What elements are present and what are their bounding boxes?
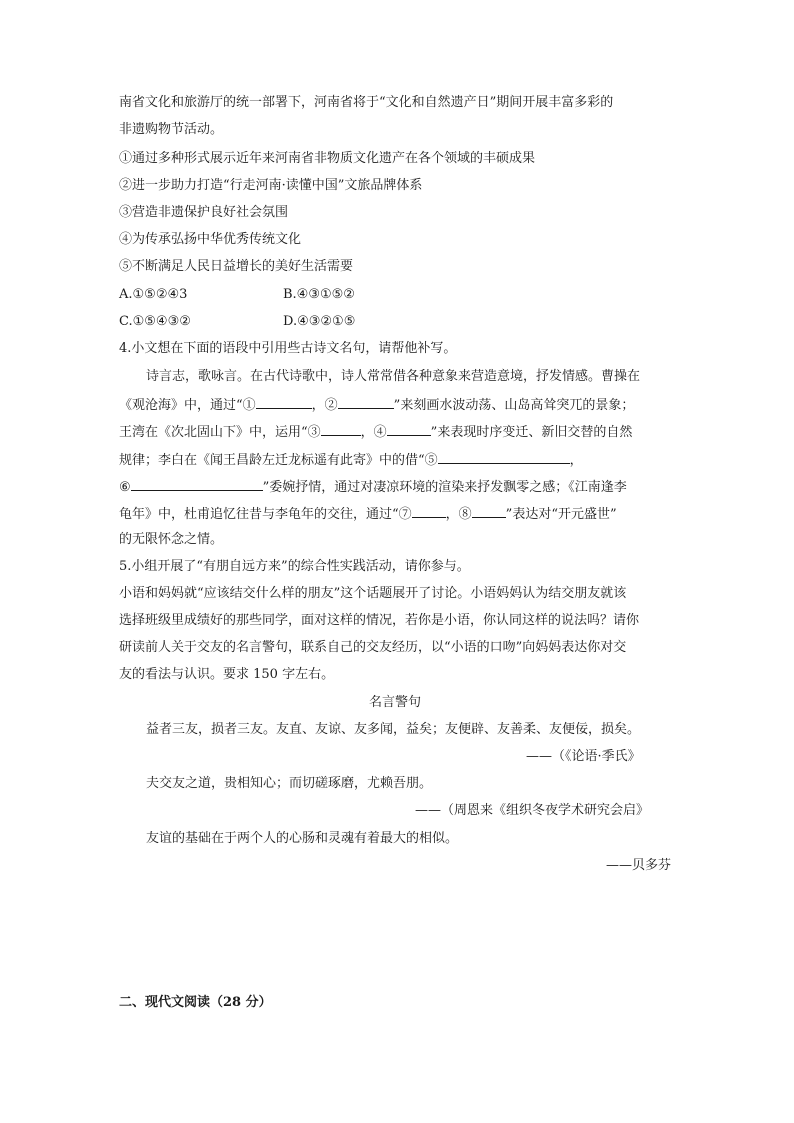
q5-line-2: 选择班级里成绩好的那些同学，面对这样的情况，若你是小语，你认同这样的说法吗？请你 <box>119 613 640 628</box>
q5-line-3: 研读前人关于交友的名言警句，联系自己的交友经历，以“小语的口吻”向妈妈表达你对交 <box>119 640 627 655</box>
q4-line-6: 龟年》中，杜甫追忆往昔与李龟年的交往，通过“⑦ ，⑧ ”表达对“开元盛世” <box>119 504 617 524</box>
answer-b: B.④③①⑤② <box>283 287 355 302</box>
intro-line-1: 南省文化和旅游厅的统一部署下，河南省将于“文化和自然遗产日”期间开展丰富多彩的 <box>119 95 614 110</box>
blank-5[interactable] <box>438 450 570 464</box>
blank-4[interactable] <box>387 422 431 436</box>
option-5: ⑤不断满足人民日益增长的美好生活需要 <box>119 259 354 274</box>
quote-2: 夫交友之道，贵相知心；而切磋琢磨，尤赖吾朋。 <box>146 776 433 791</box>
option-3: ③营造非遗保护良好社会氛围 <box>119 205 289 220</box>
q4-line-1: 诗言志，歌咏言。在古代诗歌中，诗人常常借各种意象来营造意境，抒发情感。曹操在 <box>146 369 641 384</box>
q4-line-7: 的无限怀念之情。 <box>119 532 224 547</box>
intro-line-2: 非遗购物节活动。 <box>119 122 224 137</box>
option-1: ①通过多种形式展示近年来河南省非物质文化遗产在各个领域的丰硕成果 <box>119 151 536 166</box>
blank-8[interactable] <box>472 504 506 518</box>
quote-1-source: ——（《论语·季氏》 <box>526 749 641 764</box>
answer-c: C.①⑤④③② <box>119 314 191 329</box>
quote-1: 益者三友，损者三友。友直、友谅、友多闻，益矣；友便辟、友善柔、友便佞，损矣。 <box>146 722 641 737</box>
answer-a: A.①⑤②④3 <box>119 287 188 302</box>
q4-line-2: 《观沧海》中，通过“① ，② ”来刻画水波动荡、山岛高耸突兀的景象； <box>119 395 634 415</box>
section-2-heading: 二、现代文阅读（28 分） <box>119 995 272 1010</box>
q5-line-1: 小语和妈妈就“应该结交什么样的朋友”这个话题展开了讨论。小语妈妈认为结交朋友就该 <box>119 586 627 601</box>
blank-3[interactable] <box>321 422 361 436</box>
question-4-title: 4.小文想在下面的语段中引用些古诗文名句，请帮他补写。 <box>119 341 457 356</box>
quote-2-source: ——（周恩来《组织冬夜学术研究会启》 <box>415 803 650 818</box>
quotes-title: 名言警句 <box>369 695 422 710</box>
blank-6[interactable] <box>131 477 263 491</box>
q4-line-3: 王湾在《次北固山下》中，运用“③ ，④ ”来表现时序变迁、新旧交替的自然 <box>119 422 632 442</box>
answer-d: D.④③②①⑤ <box>283 314 356 329</box>
blank-7[interactable] <box>412 504 446 518</box>
q4-line-5: ⑥ ”委婉抒情，通过对凄凉环境的渲染来抒发飘零之感；《江南逢李 <box>119 477 627 497</box>
question-5-title: 5.小组开展了“有朋自远方来”的综合性实践活动，请你参与。 <box>119 559 470 574</box>
quote-3-source: ——贝多芬 <box>606 858 672 873</box>
q4-line-4: 规律；李白在《闻王昌龄左迁龙标遥有此寄》中的借“⑤ ， <box>119 450 583 470</box>
option-4: ④为传承弘扬中华优秀传统文化 <box>119 232 302 247</box>
option-2: ②进一步助力打造“行走河南·读懂中国”文旅品牌体系 <box>119 178 423 193</box>
q5-line-4: 友的看法与认识。要求 150 字左右。 <box>119 667 335 682</box>
blank-1[interactable] <box>256 395 312 409</box>
quote-3: 友谊的基础在于两个人的心肠和灵魂有着最大的相似。 <box>146 831 459 846</box>
blank-2[interactable] <box>338 395 394 409</box>
